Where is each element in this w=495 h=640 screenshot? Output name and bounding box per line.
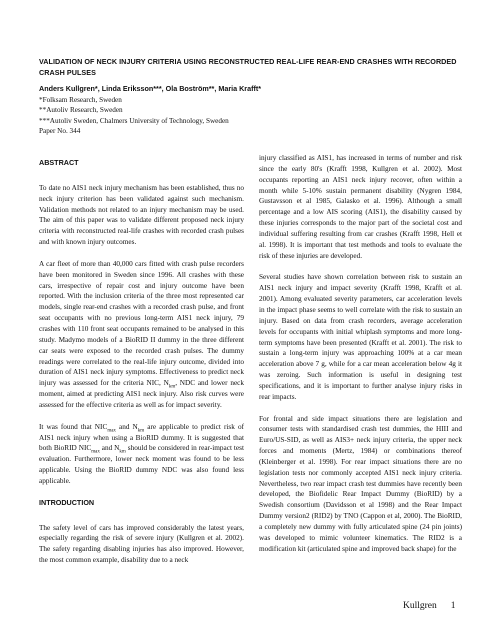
introduction-heading: INTRODUCTION	[39, 497, 95, 507]
body-paragraph: Several studies have shown correlation between risk to sustain an AIS1 neck injury and impact severity (Krafft 1998, Krafft et al. 2001). Among evaluated severity parameters, car acceleration levels in the impact phase seems to well correlate with the risk to sustain an injury. Based on data from crash recorders, average acceleration levels for occupants with initial whiplash symptoms and more long-term symptoms have been presented (Krafft et al. 2001). The risk to sustain a long-term injury was approaching 100% at a car mean acceleration above 7 g, while for a car mean acceleration below 4g it was zeroing. Such information is useful in designing test specifications, and it is important to further analyse injury risks in rear impacts.	[259, 273, 462, 401]
body-paragraph: For frontal and side impact situations there are legislation and consumer tests with standardised crash test dummies, the HIII and Euro/US-SID, as well as AIS3+ neck injury criteria, the upper neck forces and moments (Mertz, 1984) or combinations thereof (Kleinberger et al. 1998). For rear impact situations there are no legislation tests nor commonly accepted AIS1 neck injury criteria. Nevertheless, two rear impact crash test dummies have recently been developed, the Biofidelic Rear Impact Dummy (BioRID) by a Swedish consortium (Davidsson et al 1998) and the Rear Impact Dummy version2 (RID2) by TNO (Cappon et al, 2000). The BioRID, a completely new dummy with fully articulated spine (24 pin joints) was developed to mimic volunteer kinematics. The RID2 is a modification kit (articulated spine and improved back shape) for the	[259, 414, 462, 553]
footer-author: Kullgren	[403, 601, 437, 611]
affiliation-line: ***Autoliv Sweden, Chalmers University of Technology, Sweden	[39, 116, 229, 125]
author-block	[39, 84, 339, 137]
affiliation-line: **Autoliv Research, Sweden	[39, 106, 123, 115]
abstract-paragraph: A car fleet of more than 40,000 cars fitted with crash pulse recorders have been monitored in Sweden since 1996. All crashes with these cars, irrespective of repair cost and injury outcome have been reported. With the inclusion criteria of the three most represented car models, single rear-end crashes with a recorded crash pulse, and front seat occupants with no previous long-term AIS1 neck injury, 79 crashes with 110 front seat occupants remained to be analysed in this study. Madymo models of a BioRID II dummy in the three different car seats were exposed to the recorded crash pulses. The dummy readings were correlated to the real-life injury outcome, divided into duration of AIS1 neck injury symptoms. Effectiveness to predict neck injury was assessed for the criteria NIC, $N_{km}$, NDC and lower neck moment, aimed at predicting AIS1 neck injury. Also risk curves were assessed for the effective criteria as well as for impact severity.	[39, 259, 245, 409]
introduction-paragraph: The safety level of cars has improved considerably the latest years, especially regarding the risk of severe injury (Kullgren et al. 2002). The safety regarding disabling injuries has also improved. However, the most common example, disability due to a neck	[39, 523, 244, 565]
affiliation-line: *Folksam Research, Sweden	[39, 95, 122, 104]
abstract-paragraph: To date no AIS1 neck injury mechanism has been established, thus no neck injury criterion has been validated against such mechanism. Validation methods not related to an injury mechanism may be used. The aim of this paper was to validate different proposed neck injury criteria with reconstructed real-life crashes with recorded crash pulses and with known injury outcomes.	[39, 183, 244, 247]
abstract-paragraph: It was found that $NIC_{max}$ and $N_{km}$ are applicable to predict risk of AIS1 neck injury when using a BioRID dummy. It is suggested that both BioRID $NIC_{max}$ and $N_{km}$ should be considered in rear-impact test evaluation. Furthermore, lower neck moment was found to be less applicable. Using the BioRID dummy NDC was also found less applicable.	[39, 422, 244, 485]
paper-number: Paper No. 344	[39, 127, 81, 136]
paper-title: VALIDATION OF NECK INJURY CRITERIA USING RECONSTRUCTED REAL-LIFE REAR-END CRASHES WITH RECORDED CRASH PULSES	[39, 57, 457, 77]
right-column	[259, 153, 462, 566]
left-column	[39, 158, 244, 577]
body-paragraph: injury classified as AIS1, has increased in terms of number and risk since the early 80's (Krafft 1998, Kullgren et al. 2002). Most occupants reporting an AIS1 neck injury recover, often within a month while 5-10% sustain permanent disability (Nygren 1984, Gustavsson et al 1985, Galasko et al. 1996). Although a small percentage and a low AIS scoring (AIS1), the disability caused by these injuries corresponds to the major part of the societal cost and individual suffering resulting from car crashes (Krafft 1998, Hell et al. 1998). It is important that test methods and tools to evaluate the risk of these injuries are developed.	[259, 154, 462, 260]
page-footer	[403, 601, 456, 611]
author-names: Anders Kullgren*, Linda Eriksson***, Ola Boström**, Maria Krafft*	[39, 84, 262, 93]
page-number: 1	[450, 601, 456, 611]
abstract-heading: ABSTRACT	[39, 158, 79, 167]
